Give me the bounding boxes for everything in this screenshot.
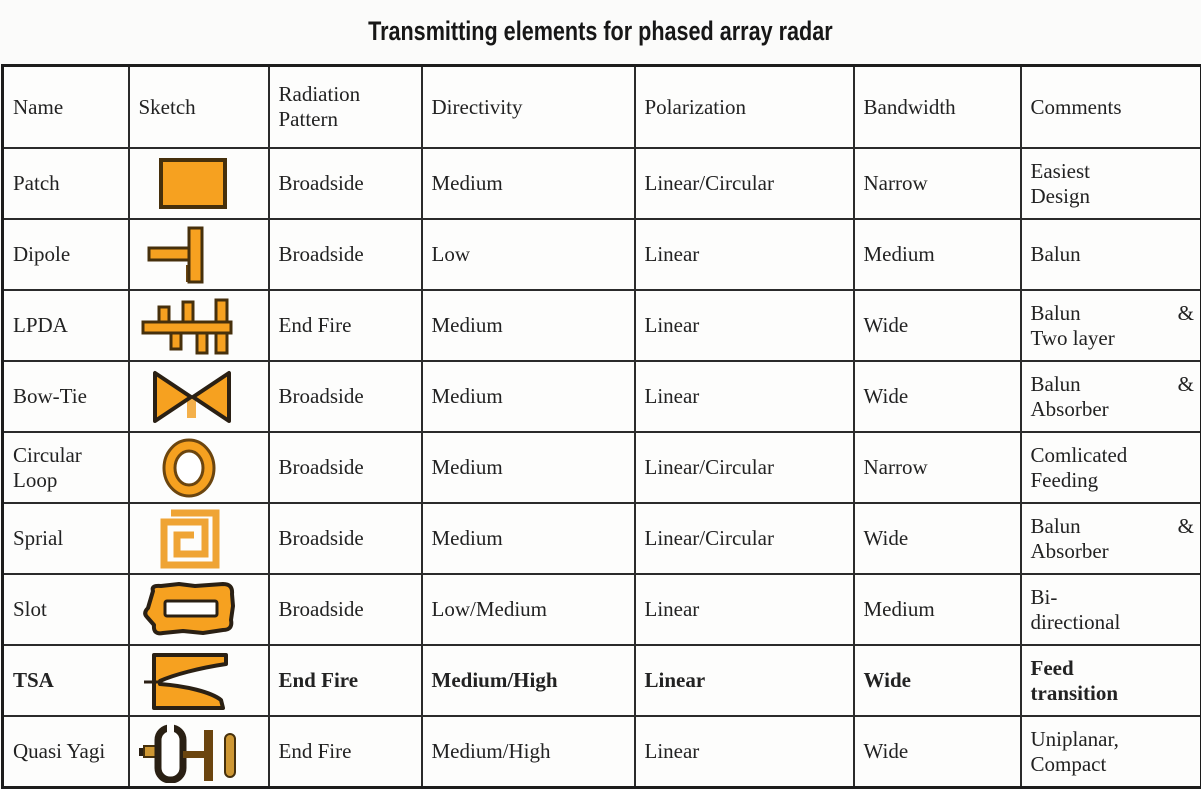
cell-sketch [129, 645, 269, 716]
circular-loop-sketch-icon [139, 437, 243, 499]
cell-name: Patch [3, 148, 129, 219]
cell-directivity: Medium [422, 432, 635, 503]
cell-radiation-pattern: Broadside [269, 432, 422, 503]
table-row [3, 503, 1201, 574]
cell-sketch [129, 432, 269, 503]
cell-comments: Balun & Absorber [1021, 503, 1201, 574]
cell-comments: Comlicated Feeding [1021, 432, 1201, 503]
column-header-polarization: Polarization [635, 66, 854, 149]
cell-comments: Balun & Two layer [1021, 290, 1201, 361]
cell-radiation-pattern: Broadside [269, 361, 422, 432]
cell-polarization: Linear [635, 716, 854, 788]
cell-radiation-pattern: Broadside [269, 219, 422, 290]
cell-sketch [129, 148, 269, 219]
cell-radiation-pattern: Broadside [269, 574, 422, 645]
cell-name: Sprial [3, 503, 129, 574]
cell-directivity: Medium/High [422, 716, 635, 788]
cell-comments: Uniplanar, Compact [1021, 716, 1201, 788]
table-row [3, 574, 1201, 645]
column-header-sketch: Sketch [129, 66, 269, 149]
dipole-sketch-icon [139, 224, 243, 286]
column-header-comments: Comments [1021, 66, 1201, 149]
cell-polarization: Linear [635, 574, 854, 645]
cell-comments: Feed transition [1021, 645, 1201, 716]
table-row [3, 290, 1201, 361]
tsa-sketch-icon [139, 650, 243, 712]
cell-directivity: Low [422, 219, 635, 290]
cell-bandwidth: Medium [854, 219, 1021, 290]
cell-radiation-pattern: End Fire [269, 290, 422, 361]
cell-radiation-pattern: Broadside [269, 503, 422, 574]
cell-polarization: Linear/Circular [635, 148, 854, 219]
column-header-name: Name [3, 66, 129, 149]
cell-polarization: Linear/Circular [635, 432, 854, 503]
cell-directivity: Medium/High [422, 645, 635, 716]
cell-sketch [129, 219, 269, 290]
cell-directivity: Medium [422, 361, 635, 432]
spiral-sketch-icon [139, 508, 243, 570]
cell-polarization: Linear [635, 290, 854, 361]
cell-bandwidth: Wide [854, 716, 1021, 788]
cell-name: Slot [3, 574, 129, 645]
lpda-sketch-icon [139, 295, 243, 357]
cell-comments: Balun [1021, 219, 1201, 290]
column-header-directivity: Directivity [422, 66, 635, 149]
cell-name: LPDA [3, 290, 129, 361]
slot-sketch-icon [139, 579, 243, 641]
cell-sketch [129, 716, 269, 788]
cell-sketch [129, 574, 269, 645]
patch-sketch-icon [139, 154, 243, 214]
cell-directivity: Low/Medium [422, 574, 635, 645]
page-header [0, 0, 1201, 46]
cell-bandwidth: Wide [854, 361, 1021, 432]
cell-sketch [129, 503, 269, 574]
table-row [3, 716, 1201, 788]
column-header-radiation-pattern: Radiation Pattern [269, 66, 422, 149]
antenna-elements-table [1, 64, 1201, 789]
bowtie-sketch-icon [139, 366, 243, 428]
table-row [3, 645, 1201, 716]
table-header-row [3, 66, 1201, 149]
cell-name: Circular Loop [3, 432, 129, 503]
cell-bandwidth: Narrow [854, 148, 1021, 219]
cell-directivity: Medium [422, 148, 635, 219]
cell-name: Dipole [3, 219, 129, 290]
cell-bandwidth: Wide [854, 503, 1021, 574]
cell-radiation-pattern: Broadside [269, 148, 422, 219]
table-row [3, 219, 1201, 290]
cell-polarization: Linear [635, 219, 854, 290]
cell-sketch [129, 290, 269, 361]
cell-name: TSA [3, 645, 129, 716]
cell-comments: Easiest Design [1021, 148, 1201, 219]
cell-comments: Balun & Absorber [1021, 361, 1201, 432]
cell-directivity: Medium [422, 290, 635, 361]
cell-bandwidth: Wide [854, 645, 1021, 716]
cell-bandwidth: Wide [854, 290, 1021, 361]
cell-sketch [129, 361, 269, 432]
cell-polarization: Linear/Circular [635, 503, 854, 574]
cell-name: Quasi Yagi [3, 716, 129, 788]
table-row [3, 361, 1201, 432]
page-title: Transmitting elements for phased array radar [368, 16, 833, 47]
cell-polarization: Linear [635, 645, 854, 716]
cell-polarization: Linear [635, 361, 854, 432]
cell-directivity: Medium [422, 503, 635, 574]
cell-bandwidth: Narrow [854, 432, 1021, 503]
cell-name: Bow-Tie [3, 361, 129, 432]
table-row [3, 432, 1201, 503]
quasi-yagi-sketch-icon [139, 721, 243, 783]
cell-radiation-pattern: End Fire [269, 716, 422, 788]
column-header-bandwidth: Bandwidth [854, 66, 1021, 149]
table-row [3, 148, 1201, 219]
cell-bandwidth: Medium [854, 574, 1021, 645]
cell-radiation-pattern: End Fire [269, 645, 422, 716]
cell-comments: Bi- directional [1021, 574, 1201, 645]
